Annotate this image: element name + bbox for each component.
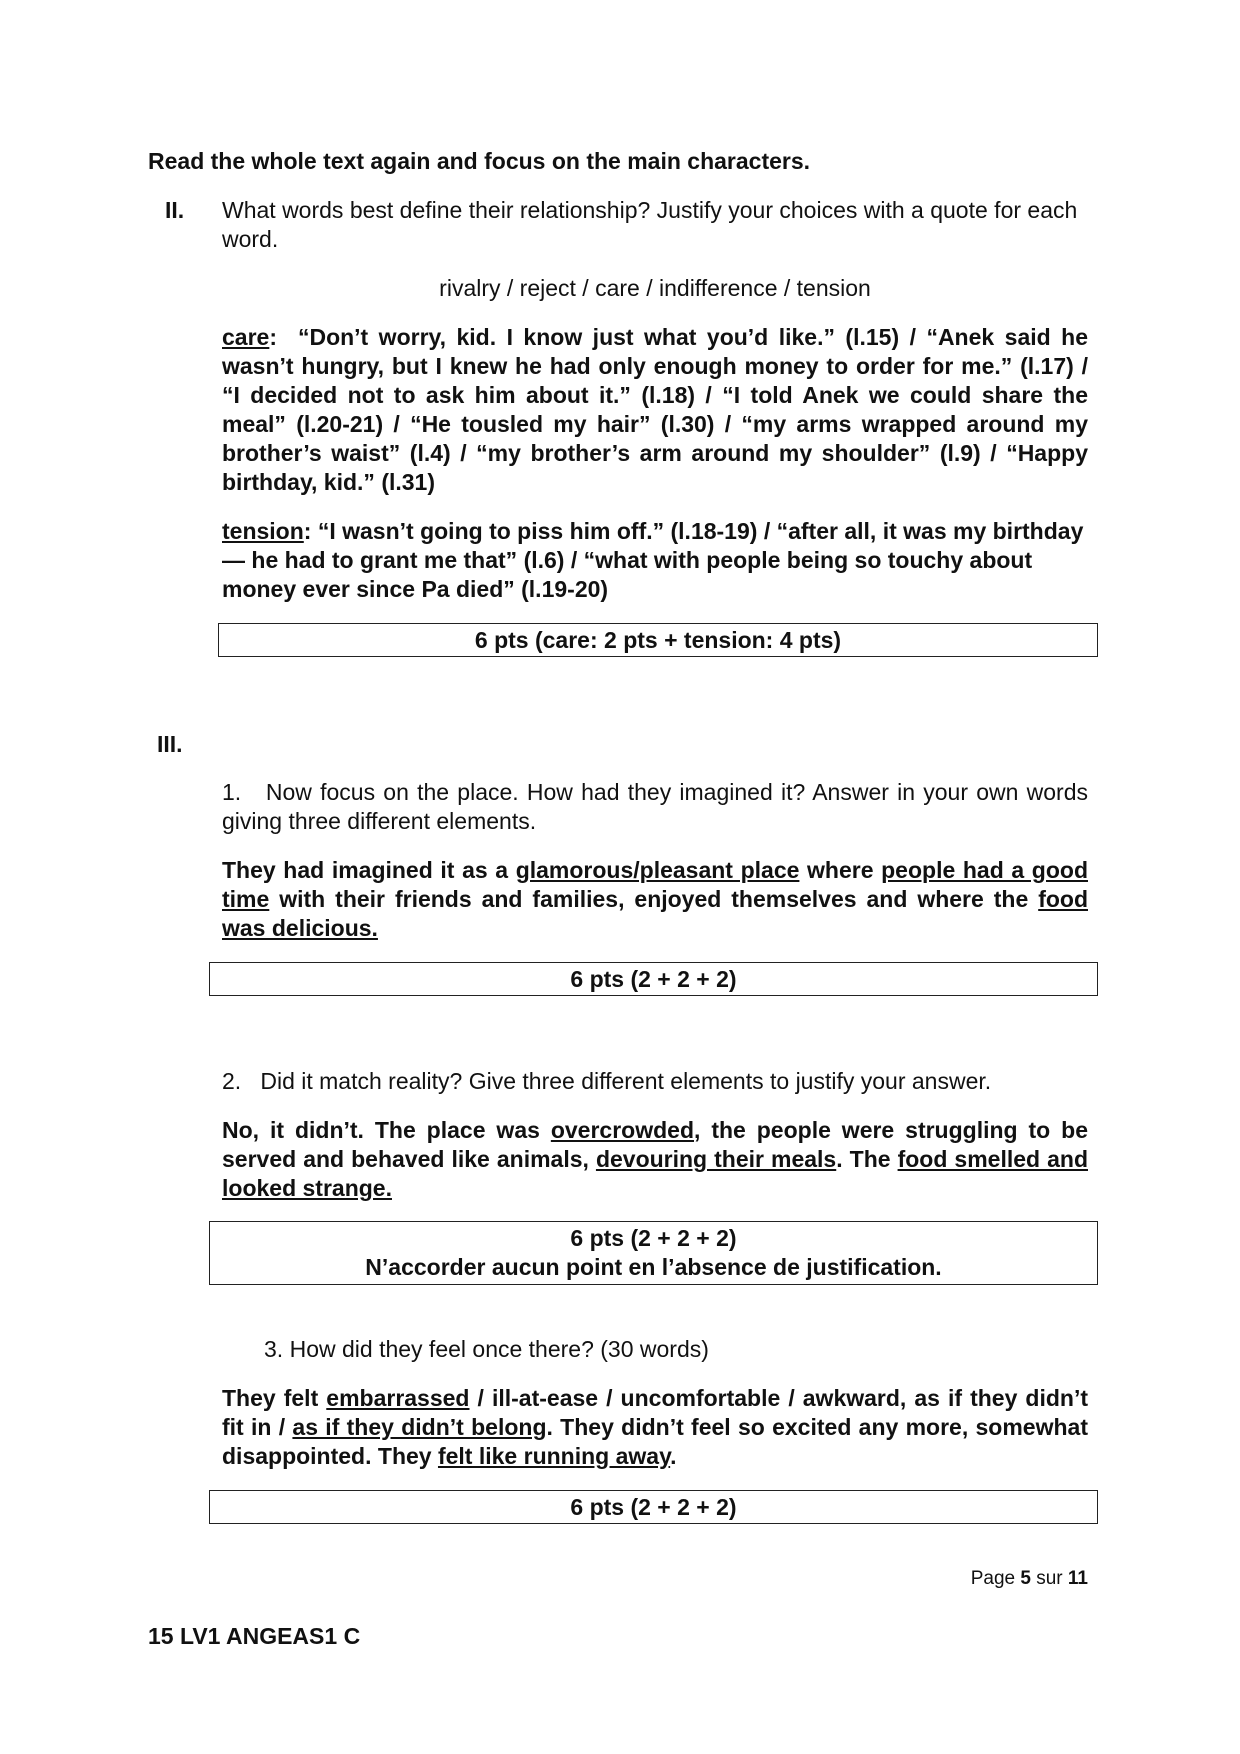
answer-text: . The (836, 1146, 898, 1172)
answer-key-point: food was delicious. (222, 886, 1088, 941)
answer-text: No, it didn’t. The place was (222, 1117, 551, 1143)
answer-1 (222, 856, 1088, 943)
question-text: Now focus on the place. How had they imagined it? Answer in your own words giving three different elements. (222, 779, 1088, 834)
answer-text: where (799, 857, 882, 883)
answer-key-point: felt like running away (437, 1443, 671, 1469)
answer-separator: : (303, 518, 312, 544)
answer-text: . (670, 1443, 677, 1469)
points-box (218, 623, 1098, 657)
answer-key-point: as if they didn’t belong (292, 1414, 547, 1440)
answer-key-point: devouring their meals (595, 1146, 837, 1172)
points-text: 6 pts (care: 2 pts + tension: 4 pts) (474, 627, 842, 653)
answer-text: They had imagined it as a (222, 857, 516, 883)
question-text: What words best define their relationship? Justify your choices with a quote for each word. (222, 197, 1078, 252)
section-number: II. (165, 197, 185, 223)
question-2 (222, 1067, 1088, 1096)
question-3 (264, 1335, 1088, 1364)
question-1 (222, 778, 1088, 836)
points-text: 6 pts (2 + 2 + 2) (570, 1494, 737, 1520)
question-number: 1. (222, 779, 242, 805)
points-text: 6 pts (2 + 2 + 2) (570, 1225, 737, 1251)
answer-text: , the people were struggling to be served and behaved like animals, (222, 1117, 1088, 1172)
question-text: How did they feel once there? (30 words) (289, 1336, 709, 1362)
question-text: Did it match reality? Give three different elements to justify your answer. (260, 1068, 992, 1094)
answer-quotes: “I wasn’t going to piss him off.” (l.18-19) / “after all, it was my birthday — he had to grant me that” (l.6) / “what with people being so touchy about money ever since Pa died” (l.19-20) (222, 518, 1084, 602)
page-total: 11 (1067, 1568, 1088, 1589)
section-number: III. (157, 731, 183, 757)
document-code: 15 LV1 ANGEAS1 C (148, 1623, 361, 1649)
instruction: Read the whole text again and focus on the main characters. (148, 148, 811, 174)
answer-text: / ill-at-ease / uncomfortable / awkward, as if they didn’t fit in / (222, 1385, 1088, 1440)
answer-text: They felt (222, 1385, 327, 1411)
page-number (962, 1568, 1088, 1590)
answer-key-point: embarrassed (326, 1385, 470, 1411)
answer-keyword: tension (222, 518, 304, 544)
answer-key-point: people had a good time (222, 857, 1088, 912)
points-text: 6 pts (2 + 2 + 2) (570, 966, 737, 992)
answer-text: with their friends and families, enjoyed themselves and where the (269, 886, 1039, 912)
answer-key-point: food smelled and looked strange. (222, 1146, 1088, 1201)
answer-quotes: “Don’t worry, kid. I know just what you’d like.” (l.15) / “Anek said he wasn’t hungry, but I knew he had only enough money to order for me.” (l.17) / “I decided not to ask him about it.” (l.18) / “I told Anek we could share the meal” (l.20-21) / “He tousled my hair” (l.30) / “my arms wrapped around my brother’s waist” (l.4) / “my brother’s arm around my shoulder” (l.9) / “Happy birthday, kid.” (l.31) (222, 324, 1088, 495)
question-number: 2. (222, 1068, 242, 1094)
question-number: 3. (264, 1336, 284, 1362)
page-label: Page (970, 1568, 1021, 1589)
answer-separator: : (269, 324, 277, 350)
answer-text: . They didn’t feel so excited any more, somewhat disappointed. They (222, 1414, 1088, 1469)
answer-key-point: overcrowded (550, 1117, 694, 1143)
answer-key-point: glamorous/pleasant place (515, 857, 800, 883)
points-box (209, 1490, 1098, 1524)
word-list: rivalry / reject / care / indifference / tension (439, 275, 871, 301)
page-current: 5 (1020, 1568, 1031, 1589)
answer-tension (222, 517, 1088, 604)
answer-care (222, 323, 1088, 497)
page-label: sur (1030, 1568, 1068, 1589)
answer-3 (222, 1384, 1088, 1471)
points-box (209, 962, 1098, 996)
points-note: N’accorder aucun point en l’absence de justification. (365, 1254, 942, 1280)
answer-2 (222, 1116, 1088, 1203)
answer-keyword: care (222, 324, 270, 350)
points-box (209, 1221, 1098, 1285)
